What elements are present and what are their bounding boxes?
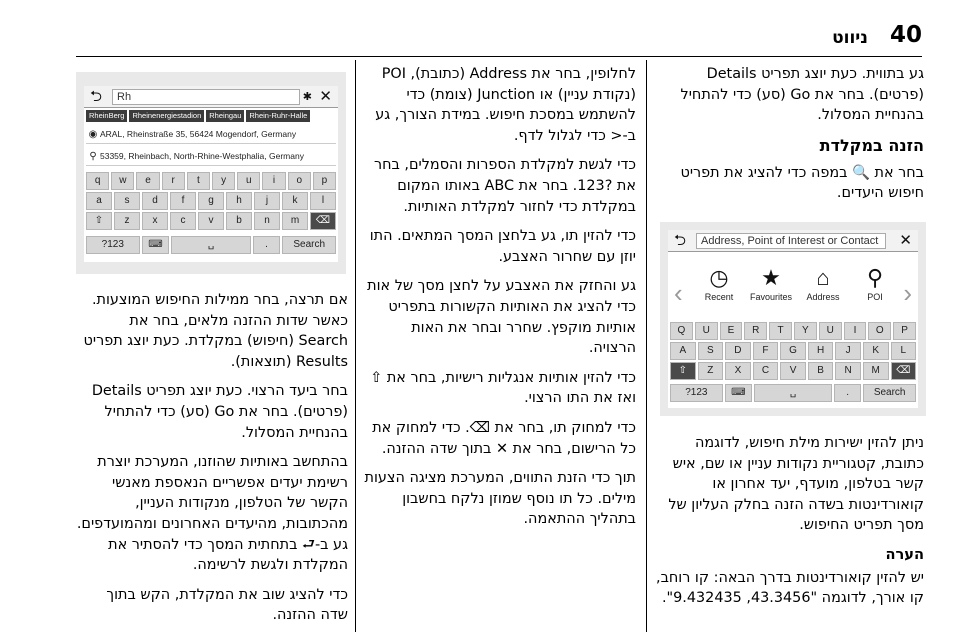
keyboard-row-2	[670, 342, 916, 360]
result-item[interactable]: ⚲ 53359, Rheinbach, North-Rhine-Westphalia, Germany	[86, 146, 336, 166]
key[interactable]: Y	[794, 322, 817, 340]
key[interactable]: R	[744, 322, 767, 340]
screen	[668, 230, 918, 408]
key[interactable]: Q	[670, 322, 693, 340]
key[interactable]: v	[198, 212, 224, 230]
suggestion-chip[interactable]: RheinBerg	[86, 110, 127, 122]
clear-icon[interactable]: ✱	[302, 91, 312, 103]
key[interactable]: D	[725, 342, 751, 360]
paragraph: בחר את 🔍 במפה כדי להציג את תפריט חיפוש היעדים.	[680, 164, 924, 202]
close-icon[interactable]: ✕	[899, 232, 912, 249]
space-key[interactable]: ␣	[171, 236, 250, 254]
key[interactable]: g	[198, 192, 224, 210]
key[interactable]: a	[86, 192, 112, 210]
figure-keyboard-screen	[76, 72, 346, 274]
key[interactable]: x	[142, 212, 168, 230]
key[interactable]: A	[670, 342, 696, 360]
backspace-icon[interactable]: ⌫	[891, 362, 917, 380]
dot-key[interactable]: .	[253, 236, 281, 254]
paragraph: גע והחזק את האצבע על לחצן מסך של אות כדי להציג את האותיות הקשורות בתפריט אותיות מוקפץ. שחרר ובחר את האות הרצויה.	[367, 278, 636, 357]
note-title: הערה	[885, 545, 924, 563]
result-item[interactable]: ◉ ARAL, Rheinstraße 35, 56424 Mogendorf, Germany	[86, 124, 336, 144]
dot-key[interactable]: .	[834, 384, 861, 402]
category-address[interactable]: ⌂ Address	[796, 264, 850, 302]
key[interactable]: Z	[698, 362, 724, 380]
back-icon[interactable]: ⮌	[674, 232, 687, 249]
clock-icon: ◷	[709, 265, 729, 290]
key[interactable]: e	[136, 172, 159, 190]
key[interactable]: n	[254, 212, 280, 230]
keyboard-row-3	[670, 362, 916, 380]
paragraph: ניתן להזין ישירות מילת חיפוש, לדוגמה כתובת, קטגוריית נקודות עניין או שם, איש קשר בטלפון, מועדף, יעד אחרון או קואורדינטות בשדה הזנה בחלק העליון של מסך תפריט החיפוש.	[668, 434, 924, 534]
shift-key[interactable]: ⇧	[86, 212, 112, 230]
key[interactable]: w	[111, 172, 134, 190]
key[interactable]: F	[753, 342, 779, 360]
key[interactable]: p	[313, 172, 336, 190]
key[interactable]: s	[114, 192, 140, 210]
key[interactable]: z	[114, 212, 140, 230]
key[interactable]: N	[835, 362, 861, 380]
keyboard-row-4	[86, 236, 336, 254]
category-recent[interactable]: ◷ Recent	[692, 264, 746, 302]
key[interactable]: h	[226, 192, 252, 210]
keyboard-row-3	[86, 212, 336, 230]
arrow-left-icon[interactable]: ‹	[674, 278, 683, 308]
key[interactable]: y	[212, 172, 235, 190]
key[interactable]: I	[844, 322, 867, 340]
key[interactable]: u	[237, 172, 260, 190]
key[interactable]: l	[310, 192, 336, 210]
key[interactable]: C	[753, 362, 779, 380]
column-divider	[355, 60, 356, 632]
suggestion-chip[interactable]: Rheinenergiestadion	[129, 110, 204, 122]
key[interactable]: S	[698, 342, 724, 360]
key[interactable]: K	[863, 342, 889, 360]
key[interactable]: X	[725, 362, 751, 380]
backspace-icon[interactable]: ⌫	[310, 212, 336, 230]
search-input[interactable]: Address, Point of Interest or Contact	[696, 233, 886, 249]
section-title: ניווט	[832, 28, 868, 48]
key[interactable]: U	[695, 322, 718, 340]
paragraph: גע בתווית. כעת יוצג תפריט Details (פרטים). בחר את Go (סע) כדי להתחיל בהנחיית המסלול.	[680, 66, 924, 124]
paragraph: כדי לגשת למקלדת הספרות והסמלים, בחר את ?123. בחר את ABC באותו המקום במקלדת כדי לחזור למקלדת האותיות.	[373, 157, 636, 215]
paragraph: לחלופין, בחר את Address (כתובת), POI (נקודת עניין) או Junction (צומת) כדי להשתמש במסכת חיפוש. במידת הצורך, גע ב-< כדי לגלול לדף.	[375, 66, 636, 144]
space-key[interactable]: ␣	[754, 384, 832, 402]
key[interactable]: T	[769, 322, 792, 340]
search-key[interactable]: Search	[282, 236, 336, 254]
paragraph: בחר ביעד הרצוי. כעת יוצג תפריט Details (פרטים). בחר את Go (סע) כדי להתחיל בהנחיית המסלול.	[91, 383, 348, 441]
paragraph: בהתחשב באותיות שהוזנו, המערכת יוצרת רשימת יעדים אפשריים הנאספת מאנשי הקשר של הטלפון, מנקודות העניין, מהכתובות, מהיעדים האחרונים ומהמועדפים. גע ב-⮐ בתחתית המסך כדי להסתיר את המקלדת ולגשת לרשימה.	[76, 454, 348, 574]
key[interactable]: V	[780, 362, 806, 380]
key[interactable]: i	[262, 172, 285, 190]
key[interactable]: O	[868, 322, 891, 340]
poi-icon: ◉	[88, 129, 98, 140]
keyboard-row-1	[86, 172, 336, 190]
key[interactable]: J	[835, 342, 861, 360]
key[interactable]: c	[170, 212, 196, 230]
key[interactable]: m	[282, 212, 308, 230]
suggestion-chips	[86, 110, 336, 122]
numbers-key[interactable]: ?123	[86, 236, 140, 254]
key[interactable]: b	[226, 212, 252, 230]
key[interactable]: r	[162, 172, 185, 190]
key[interactable]: q	[86, 172, 109, 190]
house-icon: ⌂	[816, 265, 830, 290]
key[interactable]: U	[819, 322, 842, 340]
middle-column	[362, 64, 636, 539]
screen	[84, 86, 338, 262]
search-key[interactable]: Search	[863, 384, 916, 402]
key[interactable]: o	[288, 172, 311, 190]
keyboard-hide-icon[interactable]: ⌨	[725, 384, 752, 402]
shift-key[interactable]: ⇧	[670, 362, 696, 380]
section-heading: הזנה במקלדת	[819, 135, 924, 155]
paragraph: כדי להציג שוב את המקלדת, הקש בתוך שדה ההזנה.	[106, 586, 348, 624]
suggestion-chip[interactable]: Rhein-Ruhr-Halle	[246, 110, 310, 122]
keyboard-row-1	[670, 322, 916, 340]
key[interactable]: j	[254, 192, 280, 210]
column-divider	[646, 60, 647, 632]
key[interactable]: f	[170, 192, 196, 210]
suggestion-chip[interactable]: Rheingau	[206, 110, 244, 122]
key[interactable]: t	[187, 172, 210, 190]
back-icon[interactable]: ⮌	[90, 88, 103, 105]
keyboard-topbar	[84, 86, 338, 108]
search-topbar	[668, 230, 918, 252]
close-icon[interactable]: ✕	[319, 88, 332, 105]
keyboard-hide-icon[interactable]: ⌨	[142, 236, 170, 254]
figure-search-screen	[660, 222, 926, 416]
page-header	[0, 0, 960, 56]
poi-icon: ⚲	[866, 265, 884, 290]
paragraph: כדי להזין אותיות אנגליות רישיות, בחר את ⇧ ואז את התו הרצוי.	[370, 369, 636, 407]
paragraph: תוך כדי הזנת התווים, המערכת מציגה הצעות מילים. כל תו נוסף שמוזן נלקח בחשבון בתהליך ההתאמה.	[364, 470, 636, 528]
key[interactable]: k	[282, 192, 308, 210]
category-poi[interactable]: ⚲ POI	[848, 264, 902, 302]
key[interactable]: L	[891, 342, 917, 360]
key[interactable]: M	[863, 362, 889, 380]
location-pin-icon: ⚲	[89, 151, 97, 162]
left-column	[76, 290, 348, 635]
star-icon: ★	[761, 265, 781, 290]
note-text: יש להזין קואורדינטות בדרך הבאה: קו רוחב, קו אורך, לדוגמה "43.3456, 9.432435".	[656, 569, 924, 607]
key[interactable]: B	[808, 362, 834, 380]
key[interactable]: G	[780, 342, 806, 360]
header-rule	[76, 56, 922, 57]
numbers-key[interactable]: ?123	[670, 384, 723, 402]
key[interactable]: d	[142, 192, 168, 210]
paragraph: כדי למחוק תו, בחר את ⌫. כדי למחוק את כל הרישום, בחר את ✕ בתוך שדה ההזנה.	[372, 419, 636, 457]
category-favourites[interactable]: ★ Favourites	[744, 264, 798, 302]
keyboard-row-4	[670, 384, 916, 402]
key[interactable]: E	[720, 322, 743, 340]
key[interactable]: P	[893, 322, 916, 340]
paragraph: אם תרצה, בחר ממילות החיפוש המוצעות. כאשר שדות ההזנה מלאים, בחר את Search (חיפוש) במקלדת. כעת יוצג תפריט Results (תוצאות).	[83, 292, 348, 370]
keyboard-row-2	[86, 192, 336, 210]
category-row	[668, 258, 918, 318]
search-input[interactable]: Rh	[112, 89, 300, 105]
key[interactable]: H	[808, 342, 834, 360]
page-number: 40	[889, 22, 922, 48]
arrow-right-icon[interactable]: ›	[903, 278, 912, 308]
paragraph: כדי להזין תו, גע בלחצן המסך המתאים. התו יוזן עם שחרור האצבע.	[369, 228, 636, 265]
